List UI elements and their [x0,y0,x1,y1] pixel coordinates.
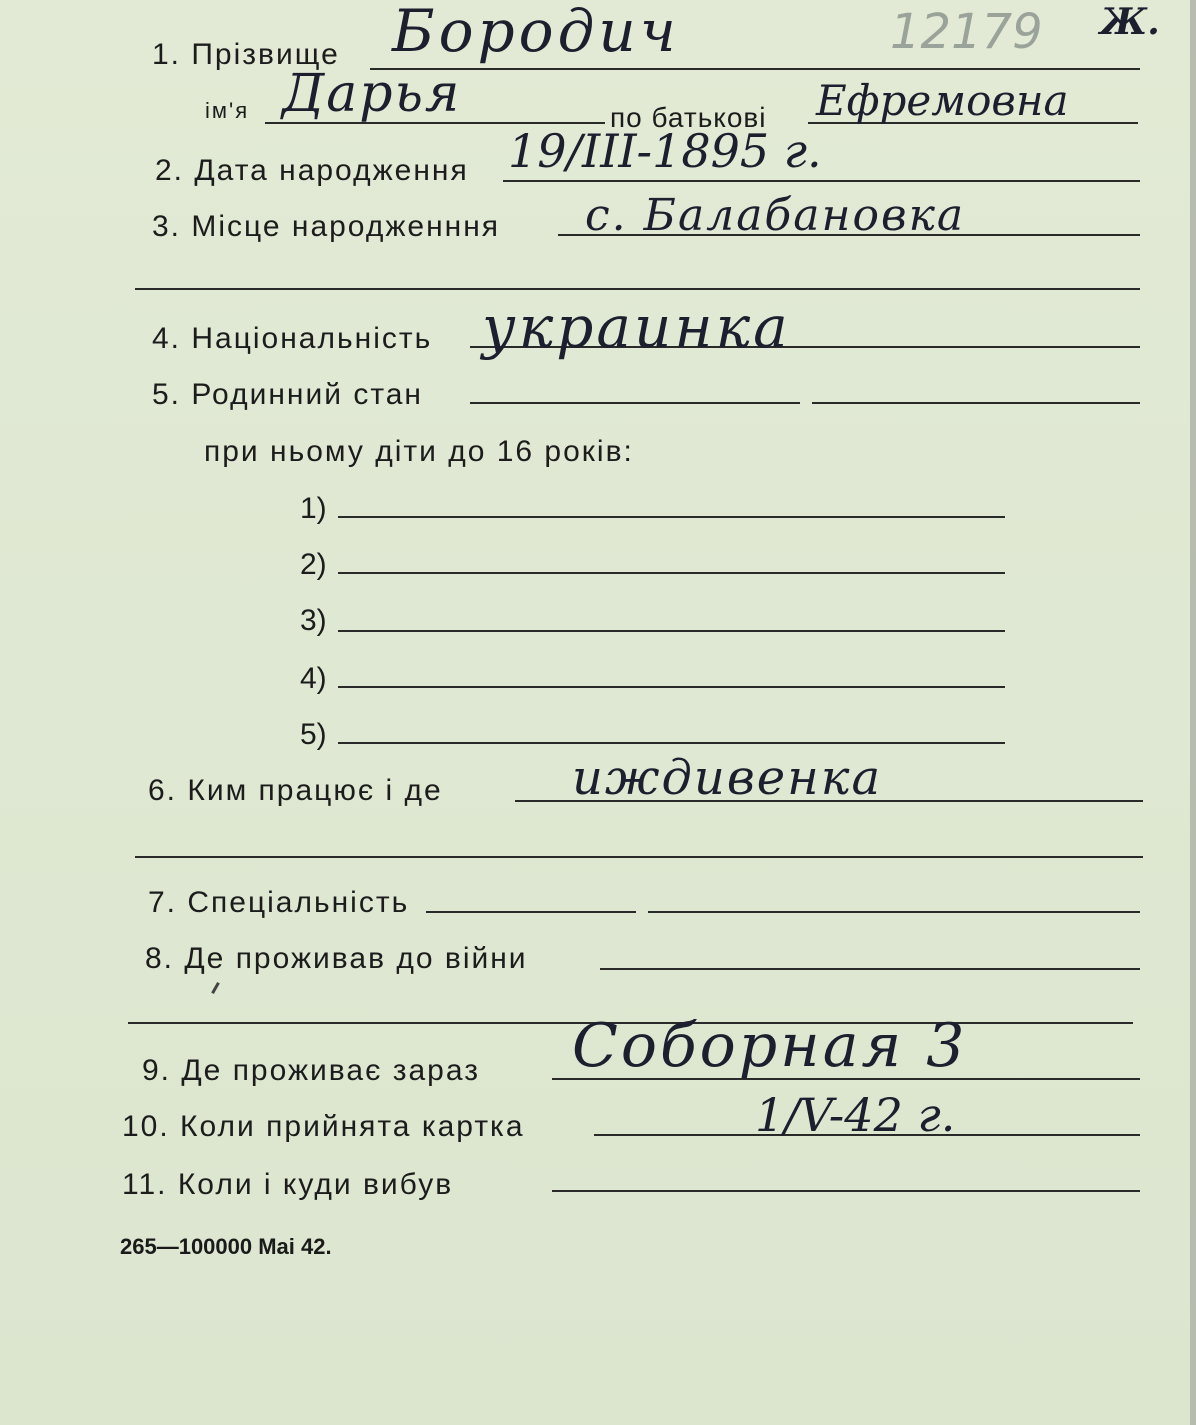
marital-status-line-b [812,402,1140,404]
child-4-line [338,686,1005,688]
patronymic-label: по батькові [610,102,767,133]
child-3-line [338,630,1005,632]
birth-date-label: 2. Дата народження [155,154,469,187]
occupation-line-2 [135,856,1143,858]
first-name-handwritten: Дарья [282,64,462,124]
birth-date-line [503,180,1140,182]
card-accepted-label: 10. Коли прийнята картка [122,1110,525,1143]
child-1-number: 1) [300,492,327,525]
surname-handwritten: Бородич [392,0,680,65]
current-residence-label: 9. Де проживає зараз [142,1054,480,1087]
specialty-label: 7. Спеціальність [148,886,410,919]
birth-place-line-2 [135,288,1140,290]
first-name-label: ім'я [205,98,250,123]
nationality-label: 4. Національність [152,322,433,355]
child-5-number: 5) [300,718,327,751]
occupation-label: 6. Ким працює і де [148,774,443,807]
child-5-line [338,742,1005,744]
surname-label: 1. Прізвище [152,38,340,71]
child-2-number: 2) [300,548,327,581]
birth-date-handwritten: 19/III-1895 г. [508,124,822,178]
corner-mark: Ж. [1100,1,1160,43]
stray-mark [211,982,220,994]
patronymic-handwritten: Ефремовна [816,76,1069,125]
marital-status-line-a [470,402,800,404]
birth-place-label: 3. Місце народженння [152,210,501,243]
prewar-residence-label: 8. Де проживав до війни [145,942,528,975]
surname-line [370,68,1140,70]
specialty-line-b [648,911,1140,913]
birth-place-handwritten: с. Балабановка [585,190,966,241]
card-number-pencil: 12179 [890,4,1043,60]
prewar-residence-line [600,968,1140,970]
departure-line [552,1190,1140,1192]
departure-label: 11. Коли і куди вибув [122,1168,454,1201]
print-code: 265—100000 Mai 42. [120,1234,332,1259]
marital-status-label: 5. Родинний стан [152,378,423,411]
child-4-number: 4) [300,662,327,695]
nationality-handwritten: украинка [482,293,791,361]
card-accepted-handwritten: 1/V-42 г. [755,1088,956,1142]
child-1-line [338,516,1005,518]
children-label: при ньому діти до 16 років: [204,435,634,468]
occupation-handwritten: иждивенка [572,750,883,806]
child-2-line [338,572,1005,574]
specialty-line-a [426,911,636,913]
current-residence-handwritten: Соборная 3 [572,1011,968,1081]
child-3-number: 3) [300,604,327,637]
